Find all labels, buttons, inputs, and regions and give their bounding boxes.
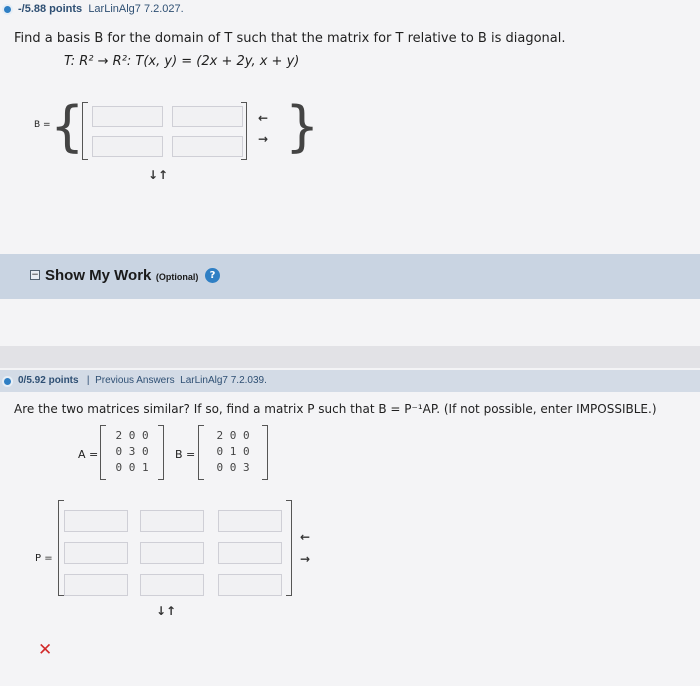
left-bracket xyxy=(82,102,88,160)
question-header xyxy=(18,3,184,15)
question-status-icon xyxy=(2,376,13,387)
separator: | xyxy=(86,375,90,386)
matrix-a-label: A = xyxy=(78,448,99,461)
basis-answer-input-2[interactable] xyxy=(172,106,243,127)
matrix-a: 2 0 0 0 3 0 0 0 1 xyxy=(115,429,149,474)
matrix-a-left-bracket xyxy=(100,425,106,480)
p-answer-input-6[interactable] xyxy=(218,542,282,564)
previous-answers-link[interactable]: Previous Answers xyxy=(95,375,175,386)
basis-label: B = xyxy=(34,120,51,130)
optional-label: (Optional) xyxy=(155,272,199,282)
transformation-formula: T: R² → R²: T(x, y) = (2x + 2y, x + y) xyxy=(64,54,300,69)
p-answer-input-8[interactable] xyxy=(140,574,204,596)
matrix-p-label: P = xyxy=(35,553,53,564)
p-answer-input-2[interactable] xyxy=(140,510,204,532)
p-answer-input-1[interactable] xyxy=(64,510,128,532)
remove-column-arrow-icon[interactable]: → xyxy=(300,552,311,566)
basis-answer-input-3[interactable] xyxy=(92,136,163,157)
matrix-b: 2 0 0 0 1 0 0 0 3 xyxy=(216,429,250,474)
points: 0/5.92 points xyxy=(18,375,79,386)
basis-answer-input-4[interactable] xyxy=(172,136,243,157)
right-brace: } xyxy=(285,95,320,158)
right-bracket xyxy=(241,102,247,160)
question-reference: LarLinAlg7 7.2.027. xyxy=(88,3,184,15)
p-answer-input-3[interactable] xyxy=(218,510,282,532)
add-column-arrow-icon[interactable]: ← xyxy=(258,111,269,125)
p-answer-input-5[interactable] xyxy=(140,542,204,564)
resize-rows-arrows-icon[interactable]: ↓↑ xyxy=(156,604,177,618)
points: -/5.88 points xyxy=(18,3,83,15)
p-answer-input-9[interactable] xyxy=(218,574,282,596)
collapse-icon[interactable]: − xyxy=(31,270,39,280)
show-work-label: Show My Work xyxy=(45,267,152,284)
add-column-arrow-icon[interactable]: ← xyxy=(300,530,311,544)
matrix-b-right-bracket xyxy=(262,425,268,480)
question-divider xyxy=(0,346,700,368)
show-work-toggle[interactable] xyxy=(45,267,198,285)
left-brace: { xyxy=(50,95,85,158)
question-text: Find a basis B for the domain of T such that the matrix for T relative to B is diagonal. xyxy=(14,31,566,46)
help-icon[interactable]: ? xyxy=(205,268,220,283)
matrix-p-right-bracket xyxy=(286,500,292,596)
p-answer-input-4[interactable] xyxy=(64,542,128,564)
resize-rows-arrows-icon[interactable]: ↓↑ xyxy=(148,168,169,182)
basis-answer-input-1[interactable] xyxy=(92,106,163,127)
incorrect-mark-icon: ✕ xyxy=(38,640,53,660)
matrix-a-right-bracket xyxy=(158,425,164,480)
question-status-icon xyxy=(2,4,13,15)
question-text: Are the two matrices similar? If so, find a matrix P such that B = P⁻¹AP. (If not possible, enter IMPOSSIBLE.) xyxy=(14,402,657,416)
question-reference: LarLinAlg7 7.2.039. xyxy=(180,375,267,386)
matrix-b-label: B = xyxy=(175,448,196,461)
remove-column-arrow-icon[interactable]: → xyxy=(258,132,269,146)
question-header xyxy=(18,375,267,386)
matrix-b-left-bracket xyxy=(198,425,204,480)
p-answer-input-7[interactable] xyxy=(64,574,128,596)
